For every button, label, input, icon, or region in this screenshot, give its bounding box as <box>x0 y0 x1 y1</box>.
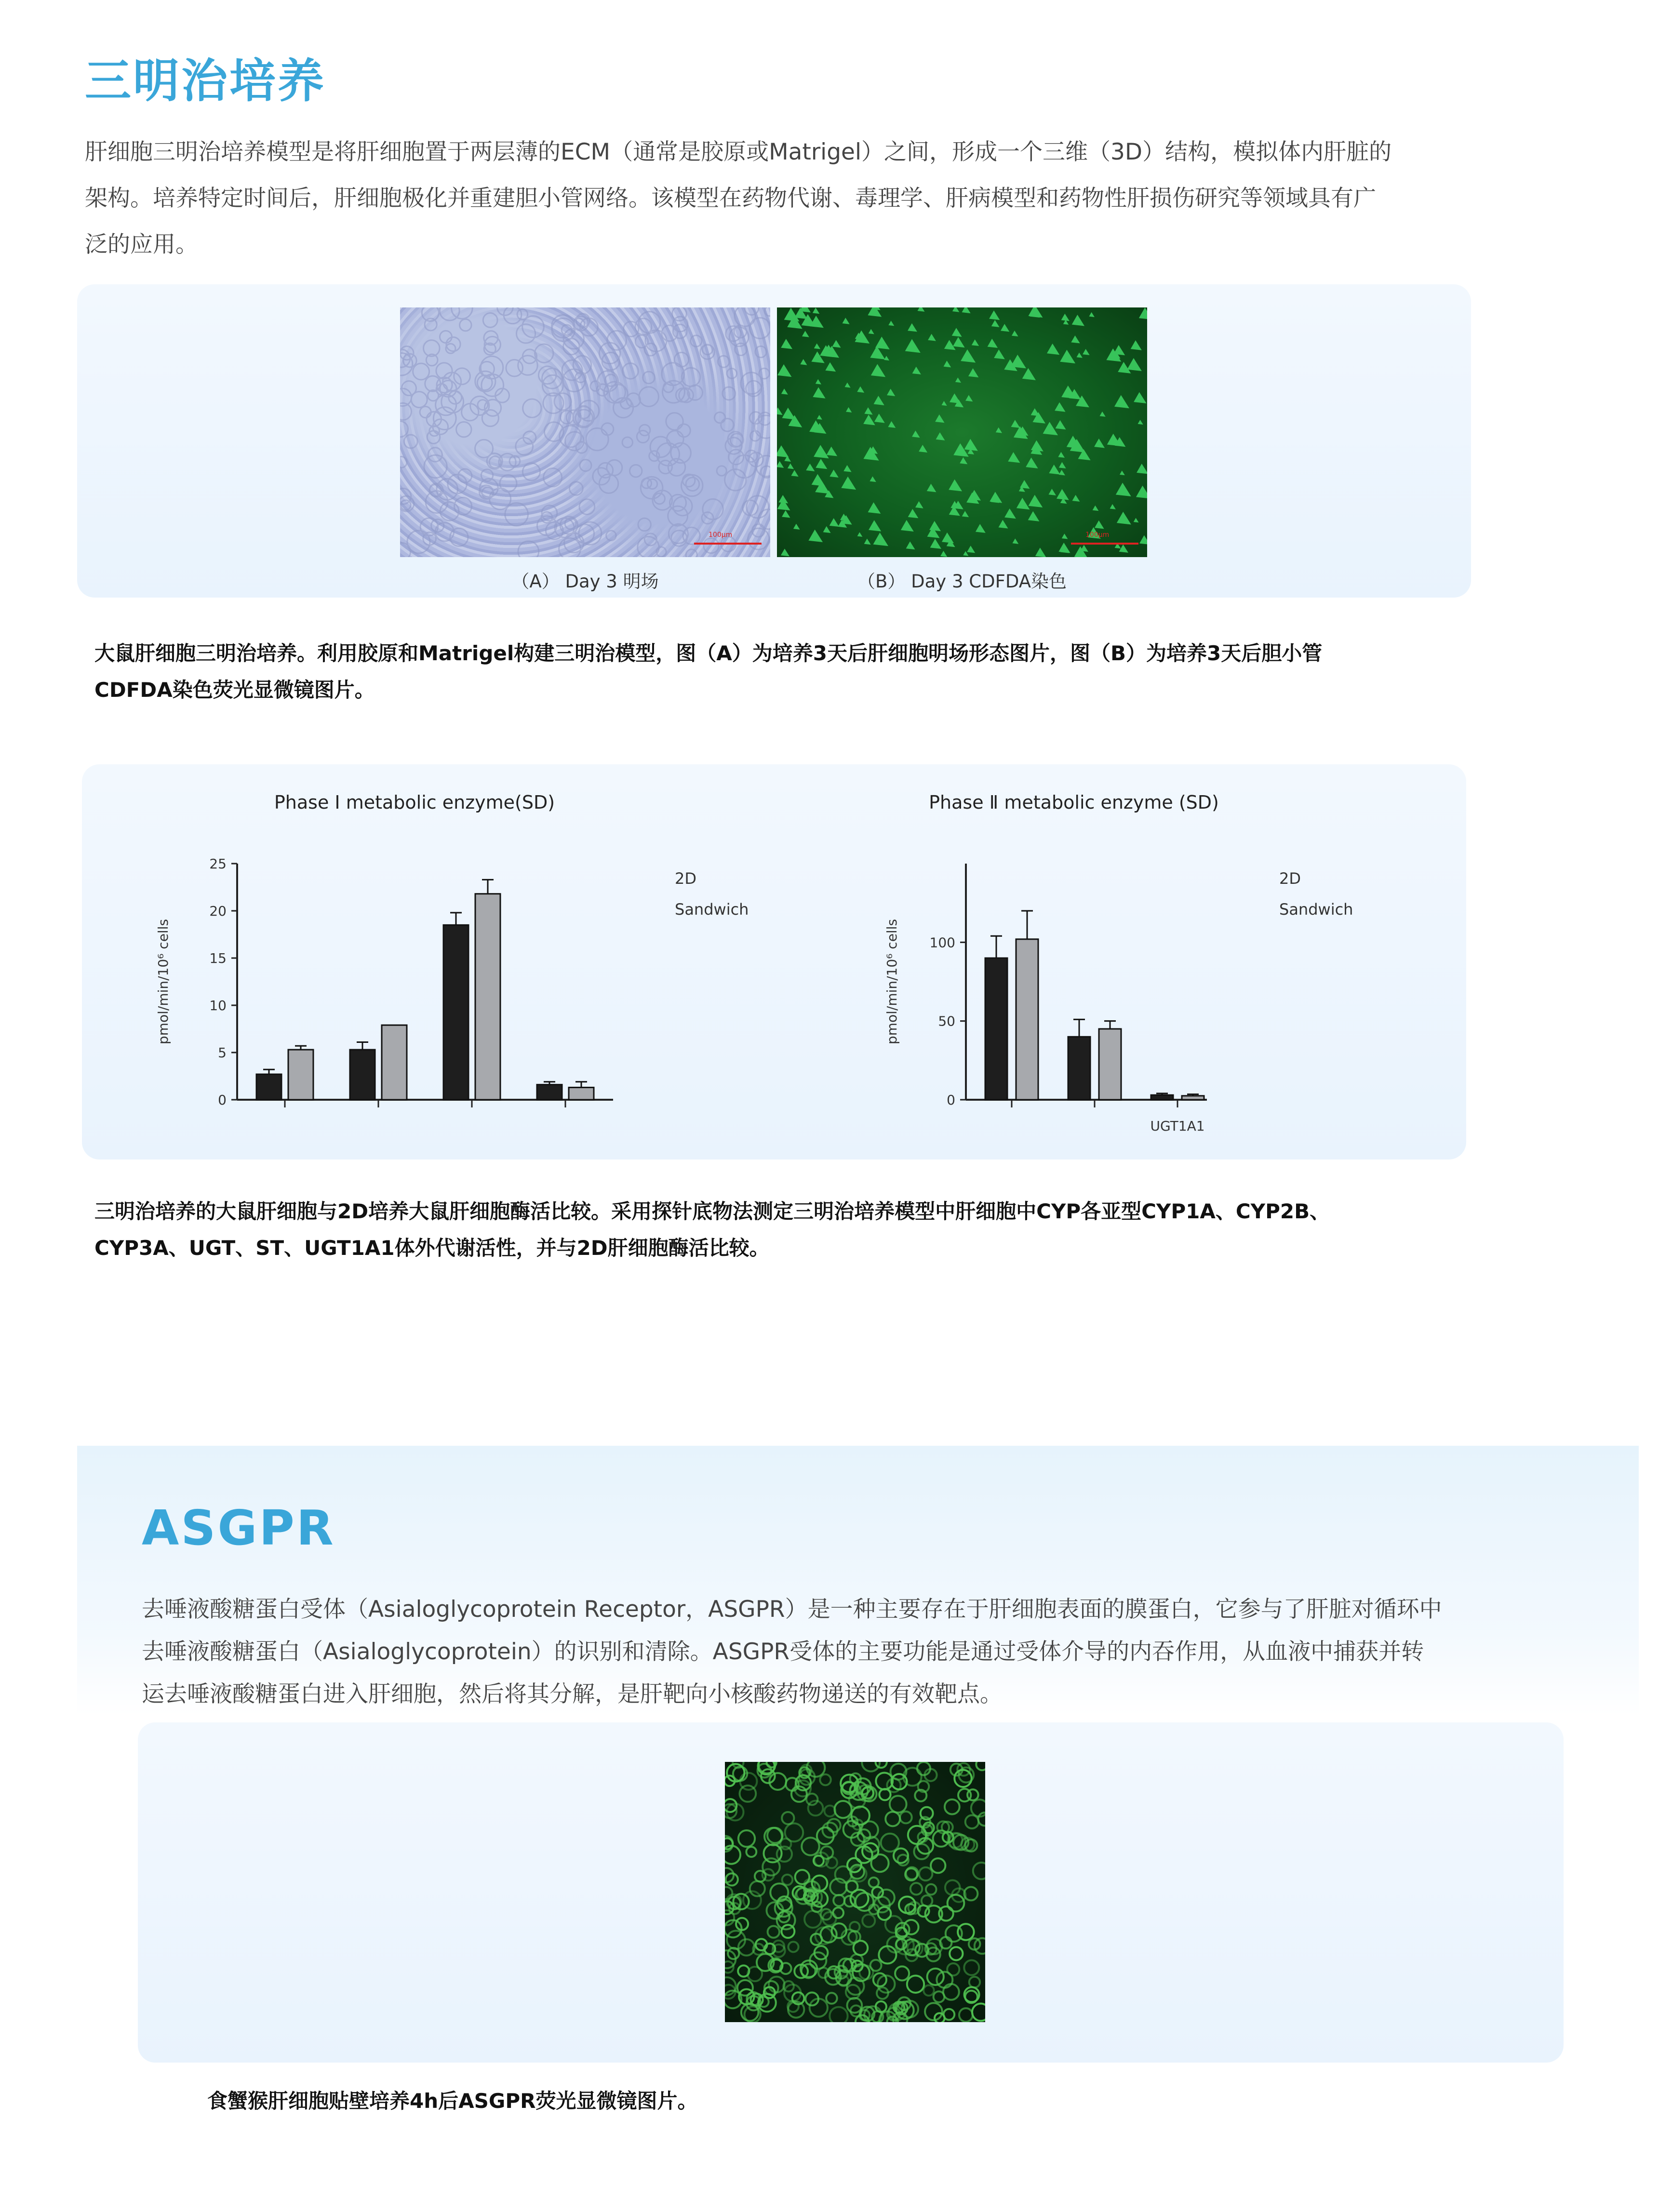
asgpr-texture <box>725 1762 985 2022</box>
y-axis-label: pmol/min/10⁶ cells <box>155 919 171 1045</box>
y-tick-label: 100 <box>929 934 955 951</box>
charts-panel <box>82 764 1466 1159</box>
y-tick-label: 10 <box>209 998 227 1013</box>
legend-entry: 2D <box>675 869 696 888</box>
y-tick-label: 25 <box>209 856 227 872</box>
scale-bar-b <box>1071 543 1138 545</box>
scale-bar-a <box>694 543 762 545</box>
chart-title: Phase Ⅱ metabolic enzyme (SD) <box>929 792 1219 813</box>
bar-dark <box>985 958 1007 1100</box>
asgpr-fluorescence-image <box>725 1762 985 2022</box>
asgpr-caption: 食蟹猴肝细胞贴壁培养4h后ASGPR荧光显微镜图片。 <box>207 2089 698 2113</box>
microscopy-caption <box>94 635 1492 708</box>
bar-light <box>382 1025 407 1100</box>
label-b: （B） Day 3 CDFDA染色 <box>857 571 1067 592</box>
charts-caption <box>94 1193 1492 1266</box>
bar-dark <box>537 1085 562 1100</box>
section-title-sandwich: 三明治培养 <box>85 54 326 108</box>
bar-dark <box>256 1074 281 1100</box>
caption-line-2: CDFDA染色荧光显微镜图片。 <box>94 678 375 702</box>
microscopy-figure-panel <box>77 284 1471 598</box>
asgpr-intro <box>142 1588 1564 1716</box>
intro-line-2: 架构。培养特定时间后，肝细胞极化并重建胆小管网络。该模型在药物代谢、毒理学、肝病模型和药物性肝损伤研究等领域具有广 <box>85 185 1376 212</box>
y-tick-label: 0 <box>218 1092 227 1108</box>
bar-light <box>1016 939 1038 1100</box>
bar-light <box>475 894 500 1100</box>
asgpr-line-2: 去唾液酸糖蛋白（Asialoglycoprotein）的识别和清除。ASGPR受体的主要功能是通过受体介导的内吞作用，从血液中捕获并转 <box>142 1639 1424 1665</box>
bar-light <box>288 1050 313 1100</box>
legend-entry: 2D <box>1279 869 1301 888</box>
x-tick-label: UGT1A1 <box>1150 1118 1205 1134</box>
label-a: （A） Day 3 明场 <box>511 571 659 592</box>
scale-bar-b-label: 100μm <box>1085 531 1110 539</box>
bar-dark <box>443 925 468 1100</box>
section-title-asgpr: ASGPR <box>142 1500 335 1556</box>
legend-entry: Sandwich <box>1279 900 1353 919</box>
asgpr-line-3: 运去唾液酸糖蛋白进入肝细胞，然后将其分解，是肝靶向小核酸药物递送的有效靶点。 <box>142 1681 1003 1707</box>
y-tick-label: 0 <box>947 1092 955 1108</box>
y-tick-label: 15 <box>209 950 227 966</box>
bar-dark <box>1068 1037 1090 1100</box>
y-tick-label: 50 <box>938 1013 955 1029</box>
chart-2 <box>884 792 1353 1134</box>
bar-light <box>1099 1029 1121 1100</box>
chart-1 <box>155 792 749 1108</box>
enzyme-charts <box>82 764 1466 1159</box>
sandwich-intro <box>85 129 1483 268</box>
chart-title: Phase Ⅰ metabolic enzyme(SD) <box>274 792 555 813</box>
bar-dark <box>350 1050 375 1100</box>
legend-entry: Sandwich <box>675 900 749 919</box>
brightfield-image <box>400 307 770 557</box>
asgpr-line-1: 去唾液酸糖蛋白受体（Asialoglycoprotein Receptor，ASGPR）是一种主要存在于肝细胞表面的膜蛋白，它参与了肝脏对循环中 <box>142 1596 1442 1623</box>
y-tick-label: 5 <box>218 1045 227 1061</box>
y-tick-label: 20 <box>209 903 227 919</box>
caption-line-1: 大鼠肝细胞三明治培养。利用胶原和Matrigel构建三明治模型，图（A）为培养3天后肝细胞明场形态图片，图（B）为培养3天后胆小管 <box>94 641 1323 665</box>
bar-light <box>1182 1096 1204 1100</box>
charts-caption-line-1: 三明治培养的大鼠肝细胞与2D培养大鼠肝细胞酶活比较。采用探针底物法测定三明治培养模型中肝细胞中CYP各亚型CYP1A、CYP2B、 <box>94 1199 1330 1223</box>
cdfda-fluorescence-image <box>777 307 1147 557</box>
charts-caption-line-2: CYP3A、UGT、ST、UGT1A1体外代谢活性，并与2D肝细胞酶活比较。 <box>94 1236 770 1260</box>
cdfda-texture <box>777 307 1147 557</box>
intro-line-1: 肝细胞三明治培养模型是将肝细胞置于两层薄的ECM（通常是胶原或Matrigel）之间，形成一个三维（3D）结构，模拟体内肝脏的 <box>85 139 1392 165</box>
intro-line-3: 泛的应用。 <box>85 231 198 258</box>
bar-dark <box>1151 1095 1173 1100</box>
asgpr-figure-panel <box>138 1722 1564 2063</box>
y-axis-label: pmol/min/10⁶ cells <box>884 919 900 1045</box>
scale-bar-a-label: 100μm <box>709 531 733 539</box>
bar-light <box>569 1088 594 1100</box>
brightfield-texture <box>400 307 770 557</box>
